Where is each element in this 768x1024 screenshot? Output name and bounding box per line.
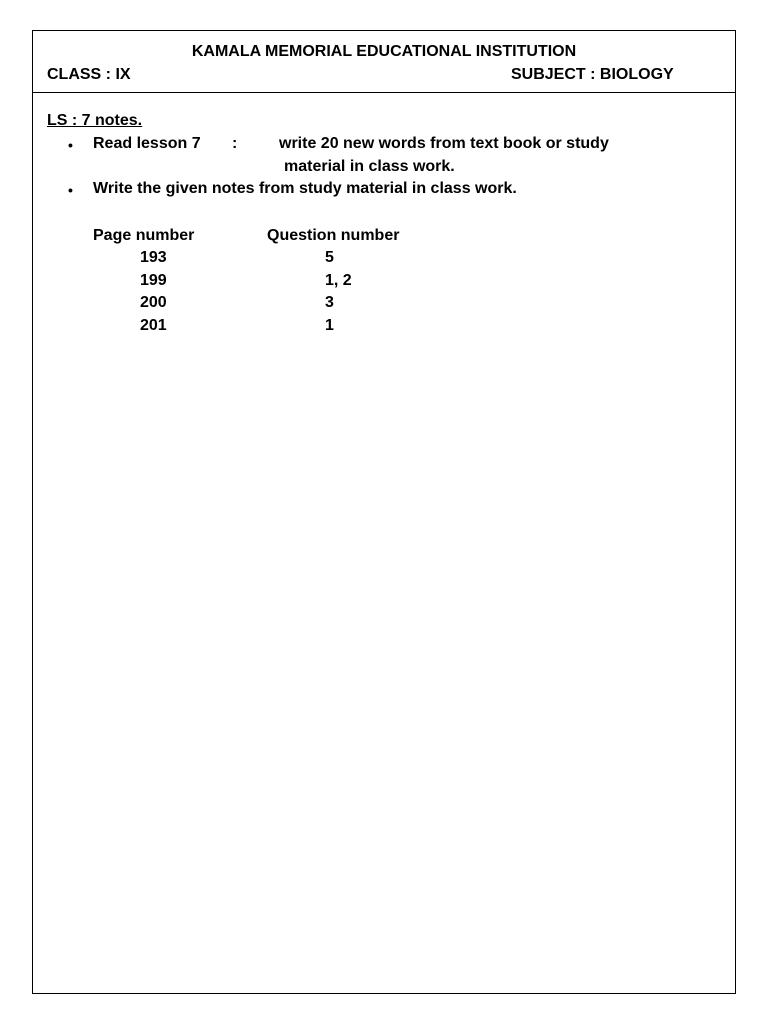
table-cell-question: 3 — [325, 294, 334, 311]
table-cell-page: 200 — [140, 294, 167, 311]
section-heading: LS : 7 notes. — [47, 112, 143, 129]
item-2-text: Write the given notes from study material in class work. — [93, 180, 517, 197]
table-cell-page: 193 — [140, 249, 167, 266]
table-cell-page: 201 — [140, 317, 167, 334]
item-1-lead: Read lesson 7 — [93, 135, 201, 152]
item-1-separator: : — [232, 135, 238, 152]
table-cell-page: 199 — [140, 272, 167, 289]
bullet-2: • — [68, 182, 73, 198]
header-divider — [32, 92, 736, 93]
table-cell-question: 5 — [325, 249, 334, 266]
class-label: CLASS : IX — [47, 66, 131, 83]
table-cell-question: 1, 2 — [325, 272, 352, 289]
item-1-text-line2: material in class work. — [284, 158, 455, 175]
item-1-text-line1: write 20 new words from text book or study — [279, 135, 609, 152]
table-header-page: Page number — [93, 227, 195, 244]
table-cell-question: 1 — [325, 317, 334, 334]
table-header-question: Question number — [267, 227, 400, 244]
bullet-1: • — [68, 137, 73, 153]
institution-title: KAMALA MEMORIAL EDUCATIONAL INSTITUTION — [191, 43, 577, 60]
subject-label: SUBJECT : BIOLOGY — [511, 66, 674, 83]
